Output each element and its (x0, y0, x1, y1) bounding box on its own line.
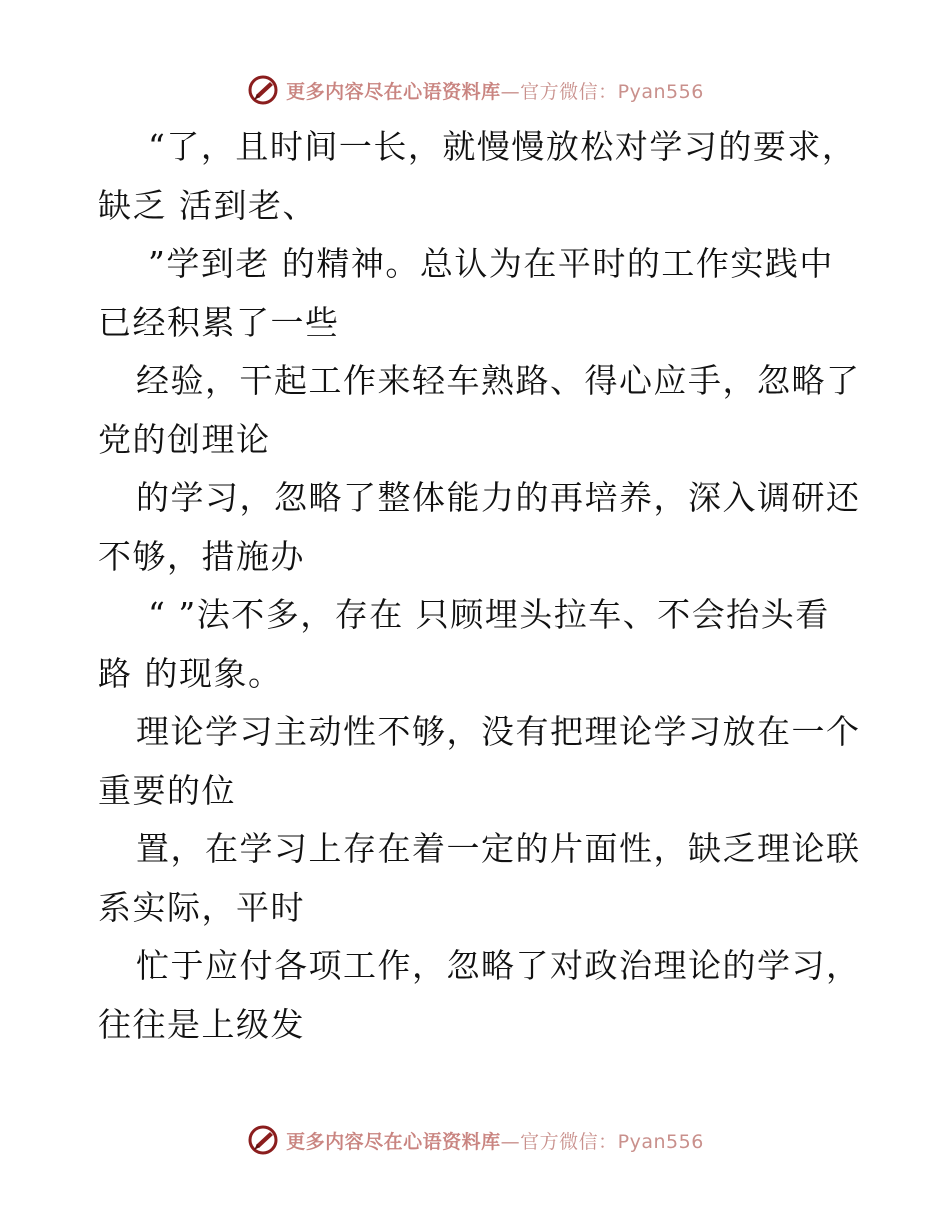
stylized-pen-logo-icon (246, 1123, 280, 1157)
paragraph-line: 党的创理论 (98, 419, 271, 459)
paragraph-line: 路 的现象。 (98, 653, 283, 693)
footer-brand: 更多内容尽在心语资料库 (286, 1130, 501, 1153)
header-dash: — (500, 80, 521, 103)
stylized-pen-logo-icon (246, 73, 280, 107)
paragraph-line: 系实际，平时 (98, 887, 305, 927)
footer-contact: 官方微信：Pyan556 (520, 1130, 704, 1153)
paragraph-line: “了，且时间一长，就慢慢放松对学习的要求， (148, 127, 857, 166)
paragraph-line: 重要的位 (98, 770, 236, 810)
paragraph-line: ”学到老 的精神。总认为在平时的工作实践中 (148, 244, 834, 283)
paragraph-line: “ ”法不多，存在 只顾埋头拉车、不会抬头看 (148, 595, 830, 634)
footer-dash: — (500, 1130, 521, 1153)
paragraph-line: 忙于应付各项工作，忽略了对政治理论的学习， (136, 946, 861, 985)
header-banner (0, 70, 950, 110)
header-brand: 更多内容尽在心语资料库 (286, 80, 501, 103)
header-banner-inner (246, 73, 704, 107)
document-body (98, 118, 861, 1054)
header-contact: 官方微信：Pyan556 (520, 80, 704, 103)
header-banner-text (286, 77, 704, 104)
paragraph-line: 不够，措施办 (98, 536, 305, 576)
footer-banner-inner (246, 1123, 704, 1157)
footer-banner-text (286, 1127, 704, 1154)
paragraph-line: 缺乏 活到老、 (98, 185, 317, 225)
paragraph-line: 经验，干起工作来轻车熟路、得心应手，忽略了 (136, 361, 861, 400)
paragraph-line: 的学习，忽略了整体能力的再培养，深入调研还 (136, 478, 861, 517)
paragraph-line: 理论学习主动性不够，没有把理论学习放在一个 (136, 712, 861, 751)
footer-banner (0, 1120, 950, 1160)
paragraph-line: 置，在学习上存在着一定的片面性，缺乏理论联 (136, 829, 861, 868)
paragraph-line: 已经积累了一些 (98, 302, 340, 342)
paragraph-line: 往往是上级发 (98, 1004, 305, 1044)
